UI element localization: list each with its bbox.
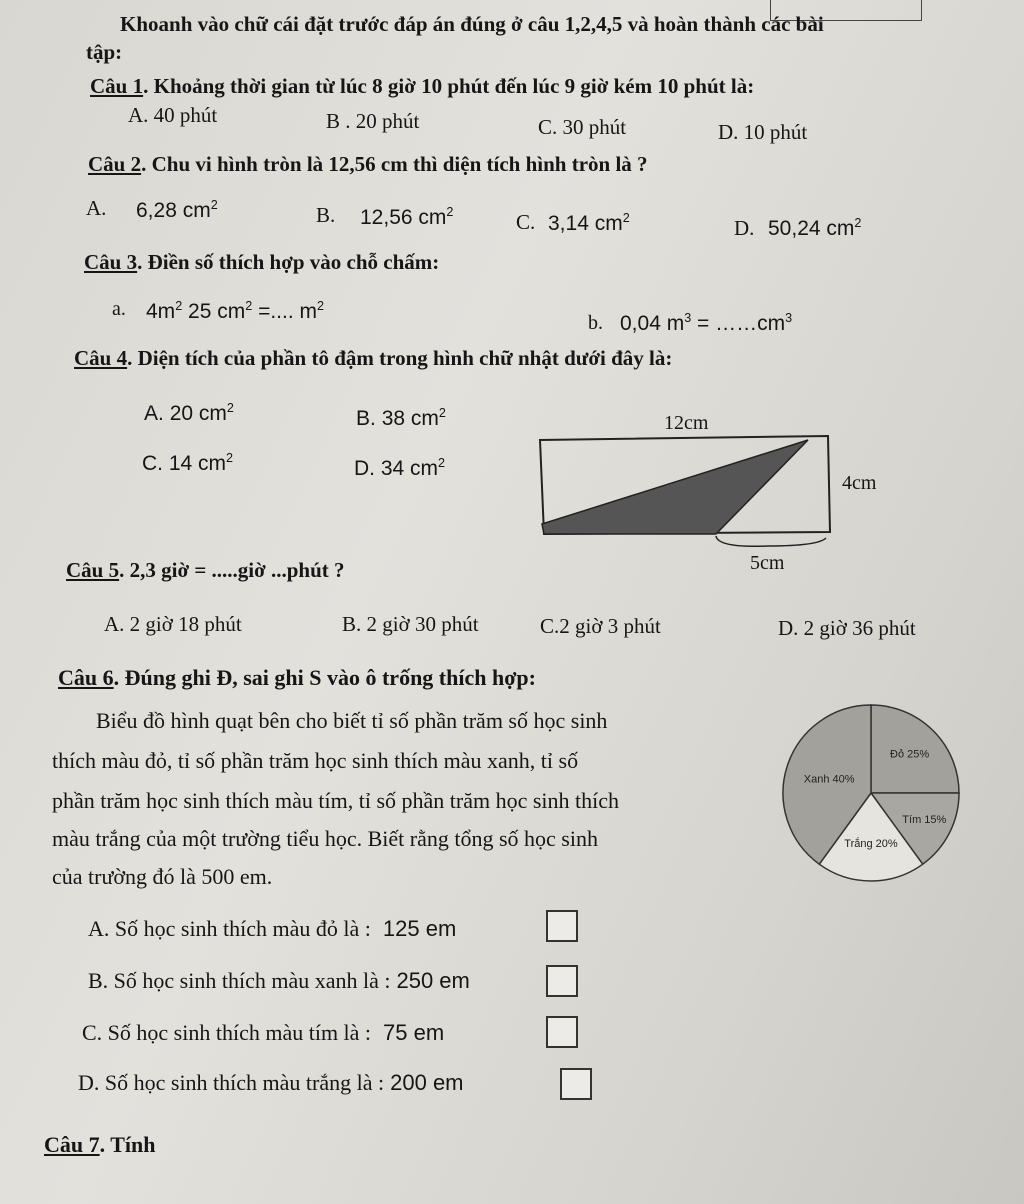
q2-option-a-sup: 2	[210, 198, 218, 212]
q6-statement-d-value: 200 em	[390, 1070, 464, 1095]
q4-text: . Diện tích của phần tô đậm trong hình chữ nhật dưới đây là:	[127, 346, 673, 370]
q6-statement-c-text: C. Số học sinh thích màu tím là :	[82, 1020, 372, 1045]
q2-option-b[interactable]	[360, 205, 453, 230]
q6-text: . Đúng ghi Đ, sai ghi S vào ô trống thích hợp:	[113, 665, 536, 690]
q2-option-a[interactable]	[136, 198, 218, 223]
q6-paragraph-line3: phần trăm học sinh thích màu tím, tỉ số phần trăm học sinh thích	[52, 788, 620, 813]
q2-option-b-value: 12,56 cm	[360, 206, 447, 229]
q6-paragraph-line2: thích màu đỏ, tỉ số phần trăm học sinh thích màu xanh, tỉ số	[52, 748, 579, 773]
q3a-expression	[146, 299, 324, 324]
q6-heading	[58, 665, 536, 691]
q6-answer-box-d[interactable]	[560, 1068, 592, 1100]
q2-label: Câu 2	[88, 152, 142, 176]
q2-text: . Chu vi hình tròn là 12,56 cm thì diện tích hình tròn là ?	[141, 152, 648, 176]
q4-option-d[interactable]	[354, 456, 445, 481]
q1-option-d[interactable]: D. 10 phút	[718, 120, 808, 144]
instruction-line1: Khoanh vào chữ cái đặt trước đáp án đúng ở câu 1,2,4,5 và hoàn thành các bài	[120, 12, 824, 36]
label-12cm: 12cm	[664, 412, 709, 434]
q5-option-c[interactable]: C.2 giờ 3 phút	[540, 614, 661, 638]
q6-statement-a-text: A. Số học sinh thích màu đỏ là :	[88, 916, 371, 941]
q3b-s1: 3	[684, 311, 692, 325]
instruction-line2: tập:	[86, 40, 123, 64]
q5-option-d[interactable]: D. 2 giờ 36 phút	[778, 616, 916, 640]
q6-statement-b-value: 250 em	[396, 968, 470, 993]
q4-option-d-value: 34 cm	[380, 457, 439, 480]
q6-statement-d	[78, 1070, 464, 1096]
pie-chart	[778, 700, 968, 890]
q6-label: Câu 6	[58, 665, 114, 690]
q5-text: . 2,3 giờ = .....giờ ...phút ?	[119, 558, 345, 582]
q6-statement-c-value: 75 em	[383, 1020, 445, 1045]
q4-option-a[interactable]	[144, 401, 234, 426]
q3-heading	[84, 250, 439, 275]
q3a-letter: a.	[112, 298, 126, 320]
q6-paragraph-line1: Biểu đồ hình quạt bên cho biết tỉ số phần trăm số học sinh	[96, 708, 608, 733]
q1-heading	[90, 74, 754, 99]
q6-answer-box-a[interactable]	[546, 910, 578, 942]
q4-option-a-letter: A.	[144, 402, 164, 425]
q4-option-d-letter: D.	[354, 457, 375, 480]
q6-paragraph-line4: màu trắng của một trường tiểu học. Biết rằng tổng số học sinh	[52, 826, 598, 851]
pie-label-0: Đỏ 25%	[890, 748, 930, 761]
q3a-p1: 4m	[146, 300, 176, 323]
q1-label: Câu 1	[90, 74, 144, 98]
q3a-p2: 25 cm	[182, 300, 246, 323]
q6-answer-box-b[interactable]	[546, 965, 578, 997]
pie-label-3: Xanh 40%	[803, 773, 855, 786]
q2-option-a-value: 6,28 cm	[136, 199, 211, 222]
q6-statement-b	[88, 968, 470, 994]
q3b-s2: 3	[785, 311, 793, 325]
q4-label: Câu 4	[74, 346, 128, 370]
q6-statement-a-value: 125 em	[382, 916, 457, 941]
q7-heading	[44, 1132, 155, 1158]
q2-option-c[interactable]	[548, 211, 630, 236]
q1-option-a[interactable]: A. 40 phút	[128, 103, 218, 127]
bottom-brace	[716, 536, 826, 546]
q3a-s1: 2	[175, 299, 183, 313]
q5-option-b[interactable]: B. 2 giờ 30 phút	[342, 612, 479, 636]
q6-statement-a	[88, 916, 456, 942]
q3b-p2: = ……cm	[691, 312, 786, 335]
q4-option-d-sup: 2	[438, 456, 446, 470]
q4-option-b-sup: 2	[438, 406, 446, 420]
q2-option-d-sup: 2	[854, 216, 862, 230]
q5-option-a[interactable]: A. 2 giờ 18 phút	[104, 612, 242, 636]
q5-label: Câu 5	[66, 558, 120, 582]
label-5cm: 5cm	[750, 552, 785, 574]
q4-option-c-value: 14 cm	[168, 452, 227, 475]
q6-paragraph-line5: của trường đó là 500 em.	[52, 864, 273, 889]
q4-option-b-value: 38 cm	[381, 407, 439, 430]
q3-text: . Điền số thích hợp vào chỗ chấm:	[137, 250, 440, 274]
q3a-p3: =.... m	[252, 300, 318, 323]
q4-option-c-sup: 2	[226, 451, 234, 465]
q2-option-d[interactable]	[768, 216, 861, 241]
pie-label-2: Trắng 20%	[844, 837, 898, 850]
q4-option-b[interactable]	[356, 406, 446, 431]
q3b-p1: 0,04 m	[620, 312, 685, 335]
q4-option-a-sup: 2	[226, 401, 234, 415]
q5-heading	[66, 558, 345, 583]
q2-option-b-letter[interactable]: B.	[316, 203, 336, 227]
q2-option-c-value: 3,14 cm	[548, 212, 623, 235]
q2-option-a-letter[interactable]: A.	[86, 196, 107, 220]
q4-option-c[interactable]	[142, 451, 233, 476]
q1-option-c[interactable]: C. 30 phút	[538, 115, 627, 139]
q1-option-b[interactable]: B . 20 phút	[326, 109, 420, 133]
q3b-letter: b.	[588, 312, 603, 334]
shaded-triangle	[542, 440, 808, 534]
q2-option-d-letter[interactable]: D.	[734, 216, 755, 240]
q6-statement-d-text: D. Số học sinh thích màu trắng là :	[78, 1070, 385, 1095]
q4-option-c-letter: C.	[142, 452, 163, 475]
q6-statement-c	[82, 1020, 444, 1046]
q4-option-a-value: 20 cm	[169, 402, 227, 425]
label-4cm: 4cm	[842, 472, 877, 494]
q6-statement-b-text: B. Số học sinh thích màu xanh là :	[88, 968, 391, 993]
q4-heading	[74, 346, 672, 371]
q3a-s2: 2	[245, 299, 253, 313]
q3a-s3: 2	[317, 299, 325, 313]
q1-text: . Khoảng thời gian từ lúc 8 giờ 10 phút đến lúc 9 giờ kém 10 phút là:	[143, 74, 755, 98]
q6-answer-box-c[interactable]	[546, 1016, 578, 1048]
q2-option-d-value: 50,24 cm	[768, 217, 855, 240]
q7-text: . Tính	[99, 1132, 156, 1157]
q2-heading	[88, 152, 648, 177]
q2-option-c-letter[interactable]: C.	[516, 210, 536, 234]
q2-option-b-sup: 2	[446, 205, 454, 219]
q7-label: Câu 7	[44, 1132, 100, 1157]
q3b-expression	[620, 311, 792, 336]
q2-option-c-sup: 2	[622, 211, 630, 225]
q4-option-b-letter: B.	[356, 407, 376, 430]
pie-label-1: Tím 15%	[902, 814, 947, 827]
q3-label: Câu 3	[84, 250, 138, 274]
